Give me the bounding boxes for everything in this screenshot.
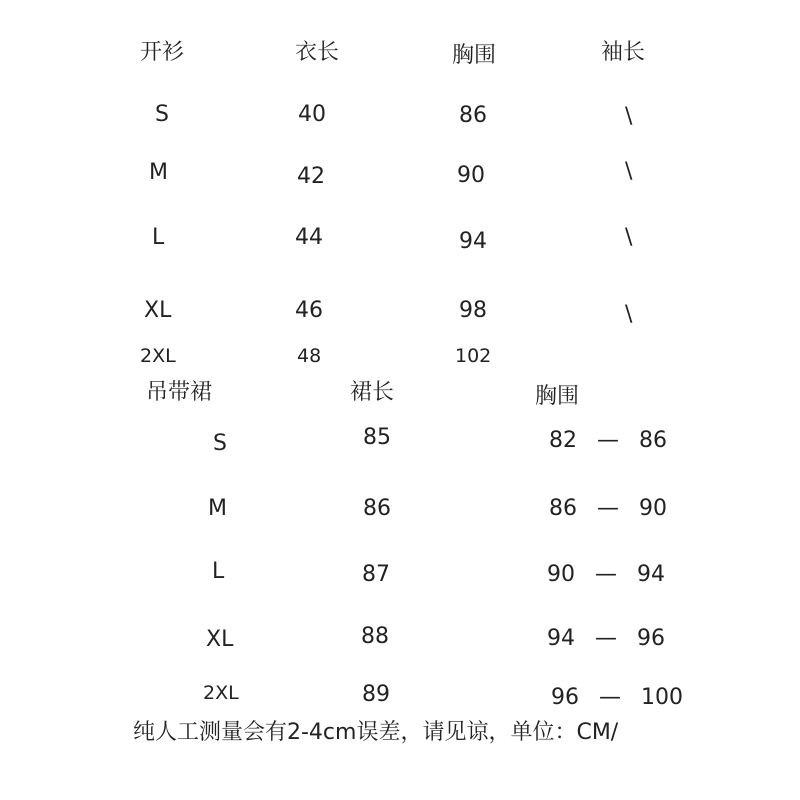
slip-dress-length: 89: [362, 682, 390, 707]
cardigan-size: 2XL: [140, 345, 176, 367]
cardigan-sleeve: \: [625, 225, 633, 250]
slip-dress-size: 2XL: [203, 682, 239, 704]
cardigan-size: S: [155, 102, 169, 127]
cardigan-length: 44: [295, 225, 323, 250]
slip-dress-length: 86: [363, 496, 391, 521]
cardigan-length: 46: [295, 298, 323, 323]
slip-dress-bust: 96 — 100: [551, 685, 683, 710]
cardigan-bust: 94: [459, 229, 487, 254]
slip-dress-size: S: [213, 431, 227, 456]
cardigan-size: XL: [144, 298, 172, 323]
range-dash: —: [599, 685, 621, 710]
slip-dress-length: 88: [361, 624, 389, 649]
cardigan-length: 40: [298, 102, 326, 127]
cardigan-size: M: [149, 160, 168, 185]
range-dash: —: [597, 428, 619, 453]
cardigan-bust: 98: [459, 298, 487, 323]
slip-dress-size: L: [212, 559, 225, 584]
measurement-footnote: 纯人工测量会有2-4cm误差，请见谅，单位：CM/: [133, 720, 619, 745]
slip-dress-length: 85: [363, 425, 391, 450]
range-dash: —: [595, 626, 617, 651]
slip-dress-bust: 94 — 96: [547, 626, 665, 651]
cardigan-length: 48: [297, 345, 322, 367]
slip-dress-bust: 90 — 94: [547, 562, 665, 587]
slip-dress-header-length: 裙长: [350, 380, 395, 405]
slip-dress-bust: 86 — 90: [549, 496, 667, 521]
cardigan-sleeve: \: [625, 159, 633, 184]
cardigan-header-length: 衣长: [295, 40, 340, 65]
range-dash: —: [597, 496, 619, 521]
cardigan-bust: 90: [457, 163, 485, 188]
range-dash: —: [595, 562, 617, 587]
slip-dress-size: M: [208, 496, 227, 521]
cardigan-header-sleeve: 袖长: [601, 40, 646, 65]
cardigan-header-bust: 胸围: [452, 43, 497, 68]
cardigan-length: 42: [297, 164, 325, 189]
cardigan-bust: 102: [455, 345, 492, 367]
slip-dress-header-bust: 胸围: [535, 384, 580, 409]
slip-dress-bust: 82 — 86: [549, 428, 667, 453]
slip-dress-length: 87: [362, 562, 390, 587]
slip-dress-header-name: 吊带裙: [146, 380, 213, 405]
cardigan-header-name: 开衫: [140, 40, 185, 65]
cardigan-bust: 86: [459, 103, 487, 128]
slip-dress-size: XL: [206, 627, 234, 652]
cardigan-size: L: [152, 225, 165, 250]
cardigan-sleeve: \: [625, 104, 633, 129]
cardigan-sleeve: \: [625, 302, 633, 327]
